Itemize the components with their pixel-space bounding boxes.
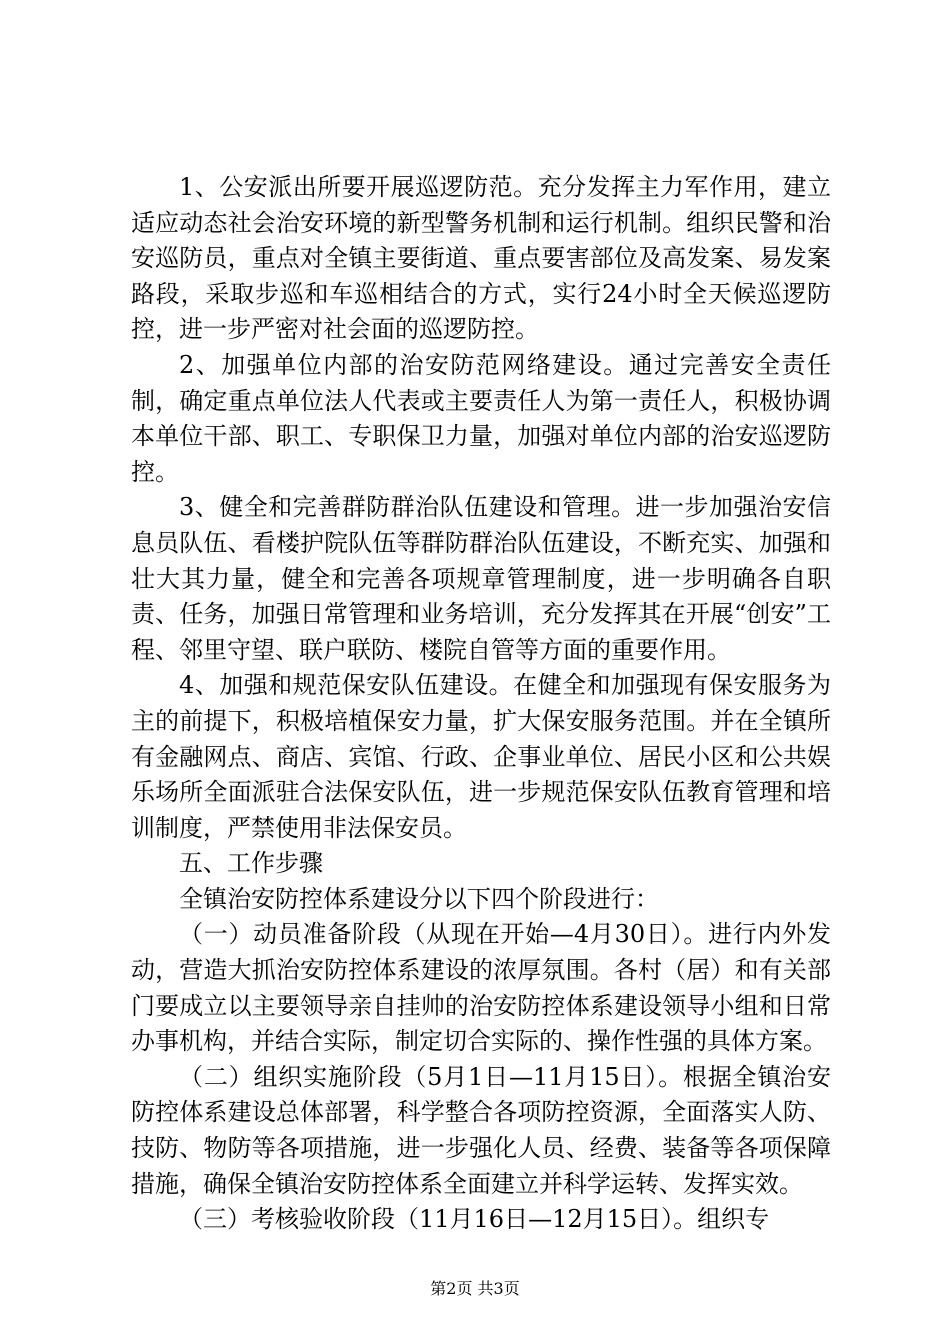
document-body <box>131 170 831 1238</box>
paragraph-patrol: 1、公安派出所要开展巡逻防范。充分发挥主力军作用，建立适应动态社会治安环境的新型警务机制和运行机制。组织民警和治安巡防员，重点对全镇主要街道、重点要害部位及高发案、易发案路段，采取步巡和车巡相结合的方式，实行24小时全天候巡逻防控，进一步严密对社会面的巡逻防控。 <box>131 173 831 344</box>
section-heading-work-steps: 五、工作步骤 <box>179 849 323 878</box>
paragraph-stages-intro: 全镇治安防控体系建设分以下四个阶段进行： <box>179 884 659 913</box>
paragraph-security-guards: 4、加强和规范保安队伍建设。在健全和加强现有保安服务为主的前提下，积极培植保安力量，扩大保安服务范围。并在全镇所有金融网点、商店、宾馆、行政、企事业单位、居民小区和公共娱乐场所全面派驻合法保安队伍，进一步规范保安队伍教育管理和培训制度，严禁使用非法保安员。 <box>131 671 831 842</box>
paragraph-stage-one: （一）动员准备阶段（从现在开始—4月30日）。进行内外发动，营造大抓治安防控体系建设的浓厚氛围。各村（居）和有关部门要成立以主要领导亲自挂帅的治安防控体系建设领导小组和日常办事机构，并结合实际，制定切合实际的、操作性强的具体方案。 <box>131 920 831 1056</box>
paragraph-unit-security: 2、加强单位内部的治安防范网络建设。通过完善安全责任制，确定重点单位法人代表或主要责任人为第一责任人，积极协调本单位干部、职工、专职保卫力量，加强对单位内部的治安巡逻防控。 <box>131 350 831 486</box>
page-footer: 第2页 共3页 <box>430 1279 520 1298</box>
paragraph-stage-three: （三）考核验收阶段（11月16日—12月15日）。组织专 <box>179 1205 770 1234</box>
paragraph-stage-two: （二）组织实施阶段（5月1日—11月15日）。根据全镇治安防控体系建设总体部署，科学整合各项防控资源，全面落实人防、技防、物防等各项措施，进一步强化人员、经费、装备等各项保障措施，确保全镇治安防控体系全面建立并科学运转、发挥实效。 <box>131 1062 831 1198</box>
paragraph-mass-prevention: 3、健全和完善群防群治队伍建设和管理。进一步加强治安信息员队伍、看楼护院队伍等群防群治队伍建设，不断充实、加强和壮大其力量，健全和完善各项规章管理制度，进一步明确各自职责、任务，加强日常管理和业务培训，充分发挥其在开展“创安”工程、邻里守望、联户联防、楼院自管等方面的重要作用。 <box>131 493 831 664</box>
